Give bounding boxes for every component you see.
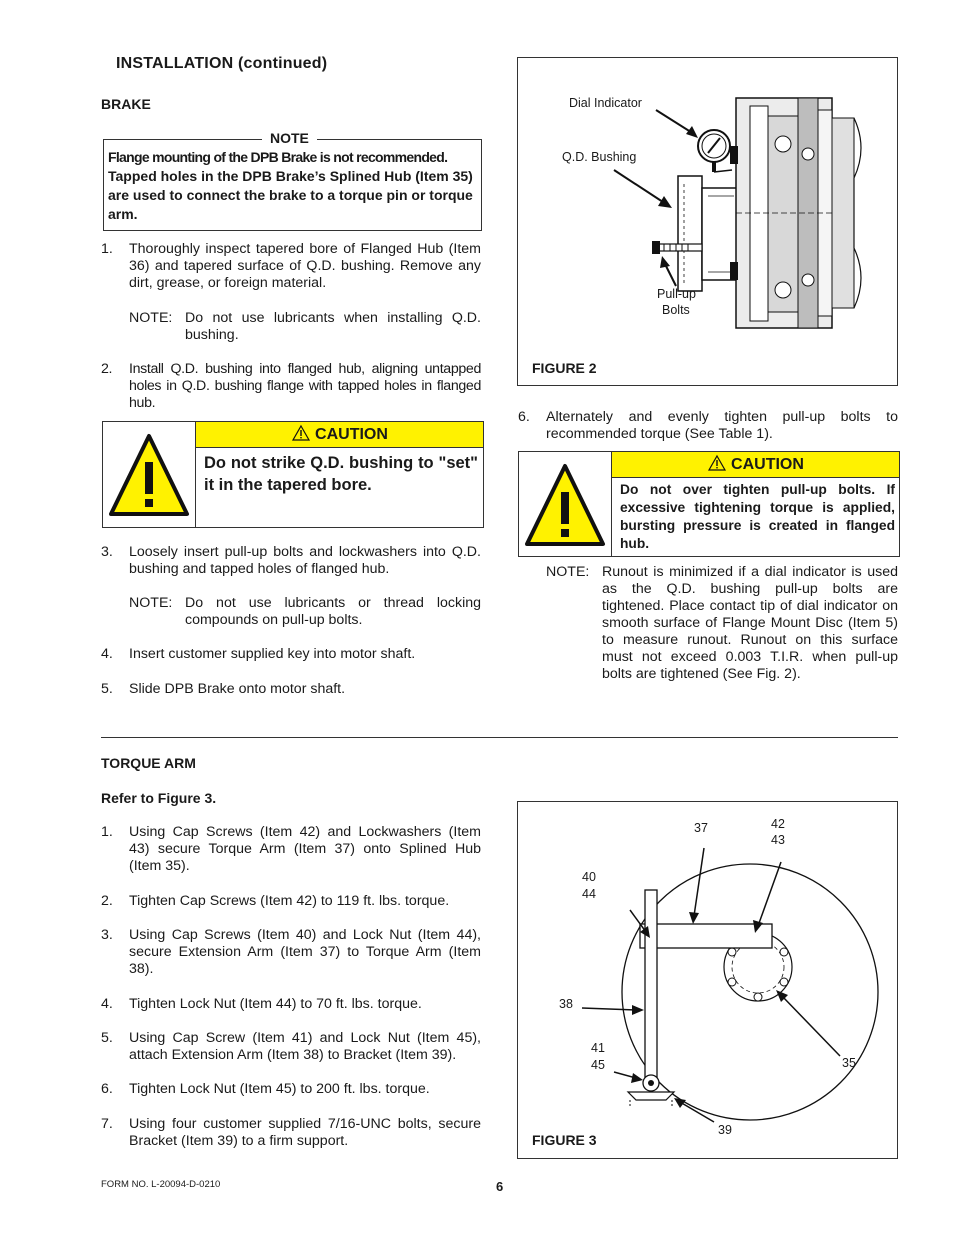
step-number: 3.	[101, 544, 113, 560]
step-text: Tighten Lock Nut (Item 44) to 70 ft. lbs. torque.	[129, 996, 422, 1012]
note-text: Do not use lubricants when installing Q.D. bushing.	[185, 310, 481, 343]
warning-triangle-icon	[103, 422, 195, 527]
caution-title: CAUTION	[731, 456, 804, 473]
callout-38: 38	[559, 997, 573, 1011]
section-title: INSTALLATION (continued)	[116, 55, 328, 72]
callout-35: 35	[842, 1056, 856, 1070]
note-label: NOTE:	[129, 310, 173, 326]
step-number: 4.	[101, 996, 113, 1012]
step-text: Slide DPB Brake onto motor shaft.	[129, 681, 346, 697]
step-text: Using Cap Screw (Item 41) and Lock Nut (Item 45), attach Extension Arm (Item 38) to Bracket (Item 39).	[129, 1030, 481, 1063]
step-number: 1.	[101, 824, 113, 840]
note-title: NOTE	[262, 130, 317, 146]
figure-2-label: FIGURE 2	[532, 360, 597, 376]
warning-panel	[519, 452, 612, 556]
callout-pullup: Pull-up	[657, 287, 696, 301]
callout-42: 42	[771, 817, 785, 831]
caution-box	[102, 421, 484, 528]
note-label: NOTE:	[546, 564, 590, 580]
callout-37: 37	[694, 821, 708, 835]
callout-39: 39	[718, 1123, 732, 1137]
section-divider	[101, 737, 898, 738]
step-number: 7.	[101, 1116, 113, 1132]
step-text: Install Q.D. bushing into flanged hub, aligning untapped holes in Q.D. bushing flange with tapped holes in flanged hub.	[129, 361, 481, 411]
step-text: Loosely insert pull-up bolts and lockwashers into Q.D. bushing and tapped holes of flanged hub.	[129, 544, 481, 577]
callout-44: 44	[582, 887, 596, 901]
caution-icon	[291, 424, 311, 442]
note-line1: Flange mounting of the DPB Brake is not recommended.	[108, 149, 448, 165]
callout-41: 41	[591, 1041, 605, 1055]
note-label: NOTE:	[129, 595, 173, 611]
step-text: Tighten Lock Nut (Item 45) to 200 ft. lbs. torque.	[129, 1081, 430, 1097]
figure-3-label: FIGURE 3	[532, 1132, 597, 1148]
caution-box	[518, 451, 900, 557]
note-text: Do not use lubricants or thread locking compounds on pull-up bolts.	[185, 595, 481, 628]
step-number: 5.	[101, 681, 113, 697]
step-text: Using Cap Screws (Item 42) and Lockwashers (Item 43) secure Torque Arm (Item 37) onto Splined Hub (Item 35).	[129, 824, 481, 874]
step-text: Using Cap Screws (Item 40) and Lock Nut (Item 44), secure Extension Arm (Item 37) to Torque Arm (Item 38).	[129, 927, 481, 977]
step-text: Using four customer supplied 7/16-UNC bolts, secure Bracket (Item 39) to a firm support.	[129, 1116, 481, 1149]
step-number: 5.	[101, 1030, 113, 1046]
step-number: 4.	[101, 646, 113, 662]
callout-bolts: Bolts	[662, 303, 690, 317]
caution-title: CAUTION	[315, 426, 388, 443]
form-number: FORM NO. L-20094-D-0210	[101, 1179, 221, 1190]
refer-text: Refer to Figure 3.	[101, 790, 217, 806]
step-number: 3.	[101, 927, 113, 943]
figure-2	[517, 57, 898, 386]
callout-45: 45	[591, 1058, 605, 1072]
step-number: 2.	[101, 893, 113, 909]
step-text: Tighten Cap Screws (Item 42) to 119 ft. lbs. torque.	[129, 893, 450, 909]
caution-icon	[707, 454, 727, 472]
caution-text: Do not over tighten pull-up bolts. If excessive tightening torque is applied, bursting pressure is created in flanged hub.	[620, 482, 895, 551]
torque-arm-diagram	[518, 802, 897, 1158]
torque-arm-heading: TORQUE ARM	[101, 755, 196, 771]
step-text: Alternately and evenly tighten pull-up bolts to recommended torque (See Table 1).	[546, 409, 898, 442]
brake-heading: BRAKE	[101, 96, 151, 112]
step-text: Thoroughly inspect tapered bore of Flanged Hub (Item 36) and tapered surface of Q.D. bushing. Remove any dirt, grease, or foreign material.	[129, 241, 481, 291]
step-number: 2.	[101, 361, 113, 377]
caution-text: Do not strike Q.D. bushing to "set" it in the tapered bore.	[204, 454, 478, 494]
figure-3	[517, 801, 898, 1159]
warning-triangle-icon	[519, 452, 611, 556]
note-body: Tapped holes in the DPB Brake’s Splined Hub (Item 35) are used to connect the brake to a torque pin or torque arm.	[108, 168, 473, 222]
step-text: Insert customer supplied key into motor shaft.	[129, 646, 416, 662]
step-number: 6.	[101, 1081, 113, 1097]
note-text: Runout is minimized if a dial indicator is used as the Q.D. bushing pull-up bolts are tightened. Place contact tip of dial indicator on smooth surface of Flange Mount Disc (Item 5) to measure runout. Runout on this surface must not exceed 0.003 T.I.R. when pull-up bolts are tightened (See Fig. 2).	[602, 564, 898, 682]
caution-header	[196, 422, 483, 448]
caution-header	[612, 452, 899, 478]
callout-dial-indicator: Dial Indicator	[569, 96, 642, 110]
step-number: 1.	[101, 241, 113, 257]
callout-43: 43	[771, 833, 785, 847]
step-number: 6.	[518, 409, 530, 425]
callout-qd-bushing: Q.D. Bushing	[562, 150, 637, 164]
warning-panel	[103, 422, 196, 527]
page-number: 6	[496, 1179, 504, 1194]
callout-40: 40	[582, 870, 596, 884]
